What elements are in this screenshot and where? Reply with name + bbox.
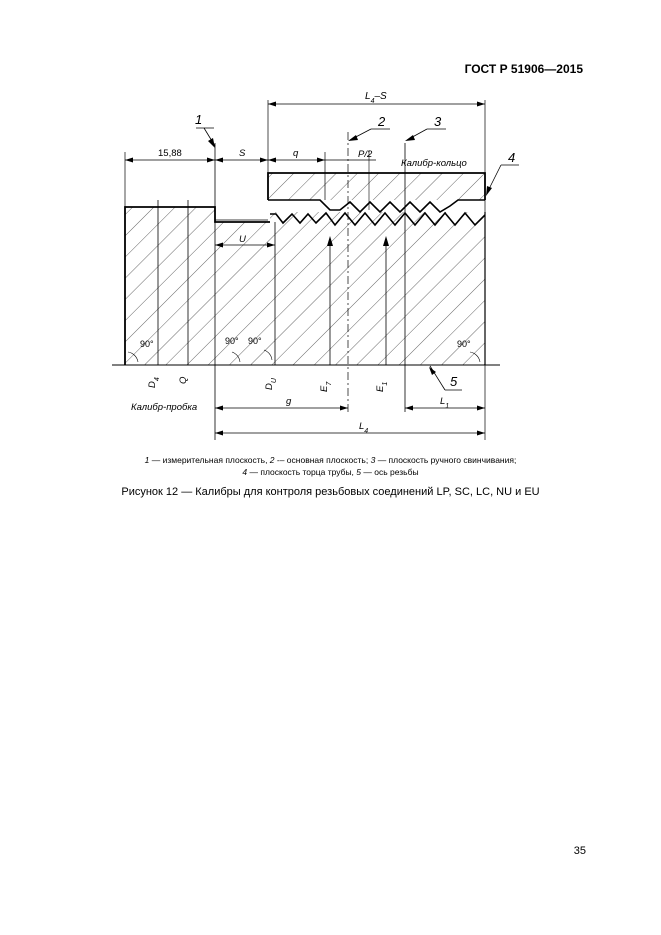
angle-label-2: 90° [225, 336, 239, 346]
thread-profile [268, 200, 485, 212]
dim-p-half: P/2 [358, 149, 373, 160]
dim-l4-minus-s-label: L [365, 91, 371, 102]
diam-e7-sub: 7 [325, 381, 333, 386]
svg-text:L4–S [365, 91, 387, 105]
legend-num-4: 4 [242, 467, 248, 477]
angle-label-3: 90° [248, 336, 262, 346]
legend-line-2 [0, 466, 661, 478]
dim-l4-minus-s-sub: 4 [370, 97, 375, 105]
dim-l4-sub: 4 [364, 427, 369, 435]
diam-e7: E [319, 385, 330, 392]
leader-5-label: 5 [450, 374, 458, 389]
standard-header: ГОСТ Р 51906—2015 [464, 62, 583, 76]
legend-text-1: — измерительная плоскость, [149, 455, 270, 465]
ring-gauge-body [268, 173, 485, 200]
diam-d4-sub: 4 [153, 377, 161, 382]
dim-s: S [239, 148, 246, 159]
diam-du: D [264, 383, 275, 390]
diam-du-sub: U [270, 378, 278, 384]
svg-text:E7 [319, 381, 333, 392]
dim-g: g [286, 396, 292, 407]
legend-num-5: 5 [356, 467, 362, 477]
leader-3-label: 3 [434, 114, 442, 129]
svg-text:L4 [359, 421, 368, 435]
diam-d4: D [147, 381, 158, 388]
diam-q: Q [178, 376, 189, 384]
dim-l4-minus-s-tail: –S [374, 91, 387, 102]
plug-gauge-label: Калибр-пробка [131, 402, 198, 413]
leader-1-label: 1 [195, 112, 203, 127]
angle-label-1: 90° [140, 339, 154, 349]
dim-q: q [293, 148, 299, 159]
page-number: 35 [573, 845, 586, 857]
legend-line-1 [0, 454, 661, 466]
ring-gauge-label: Калибр-кольцо [401, 158, 467, 169]
legend-num-3: 3 [370, 455, 376, 465]
legend-text-3: — плоскость ручного свинчивания; [375, 455, 517, 465]
dim-u: U [239, 234, 246, 245]
legend-text-4: — плоскость торца трубы, [247, 467, 357, 477]
svg-text:E1 [375, 382, 389, 392]
legend-num-1: 1 [144, 455, 150, 465]
legend-num-2: 2 [269, 455, 275, 465]
figure-legend [0, 454, 661, 478]
plug-gauge-body [125, 207, 485, 365]
diam-e1: E [375, 385, 386, 392]
diam-e1-sub: 1 [381, 381, 389, 386]
svg-text:D4 [147, 377, 161, 388]
svg-text:DU [264, 377, 278, 390]
svg-text:L1 [440, 396, 449, 410]
legend-text-5: — ось резьбы [361, 467, 419, 477]
dim-l1: L [440, 396, 446, 407]
legend-text-2: -– основная плоскость; [274, 455, 371, 465]
dim-l1-sub: 1 [445, 402, 450, 410]
dim-l4: L [359, 421, 365, 432]
figure-caption: Рисунок 12 — Калибры для контроля резьбовых соединений LP, SC, LC, NU и EU [121, 486, 540, 498]
leader-4-label: 4 [508, 150, 516, 165]
dim-15-88: 15,88 [158, 148, 182, 159]
angle-label-4: 90° [457, 339, 471, 349]
leader-2-label: 2 [378, 114, 386, 129]
